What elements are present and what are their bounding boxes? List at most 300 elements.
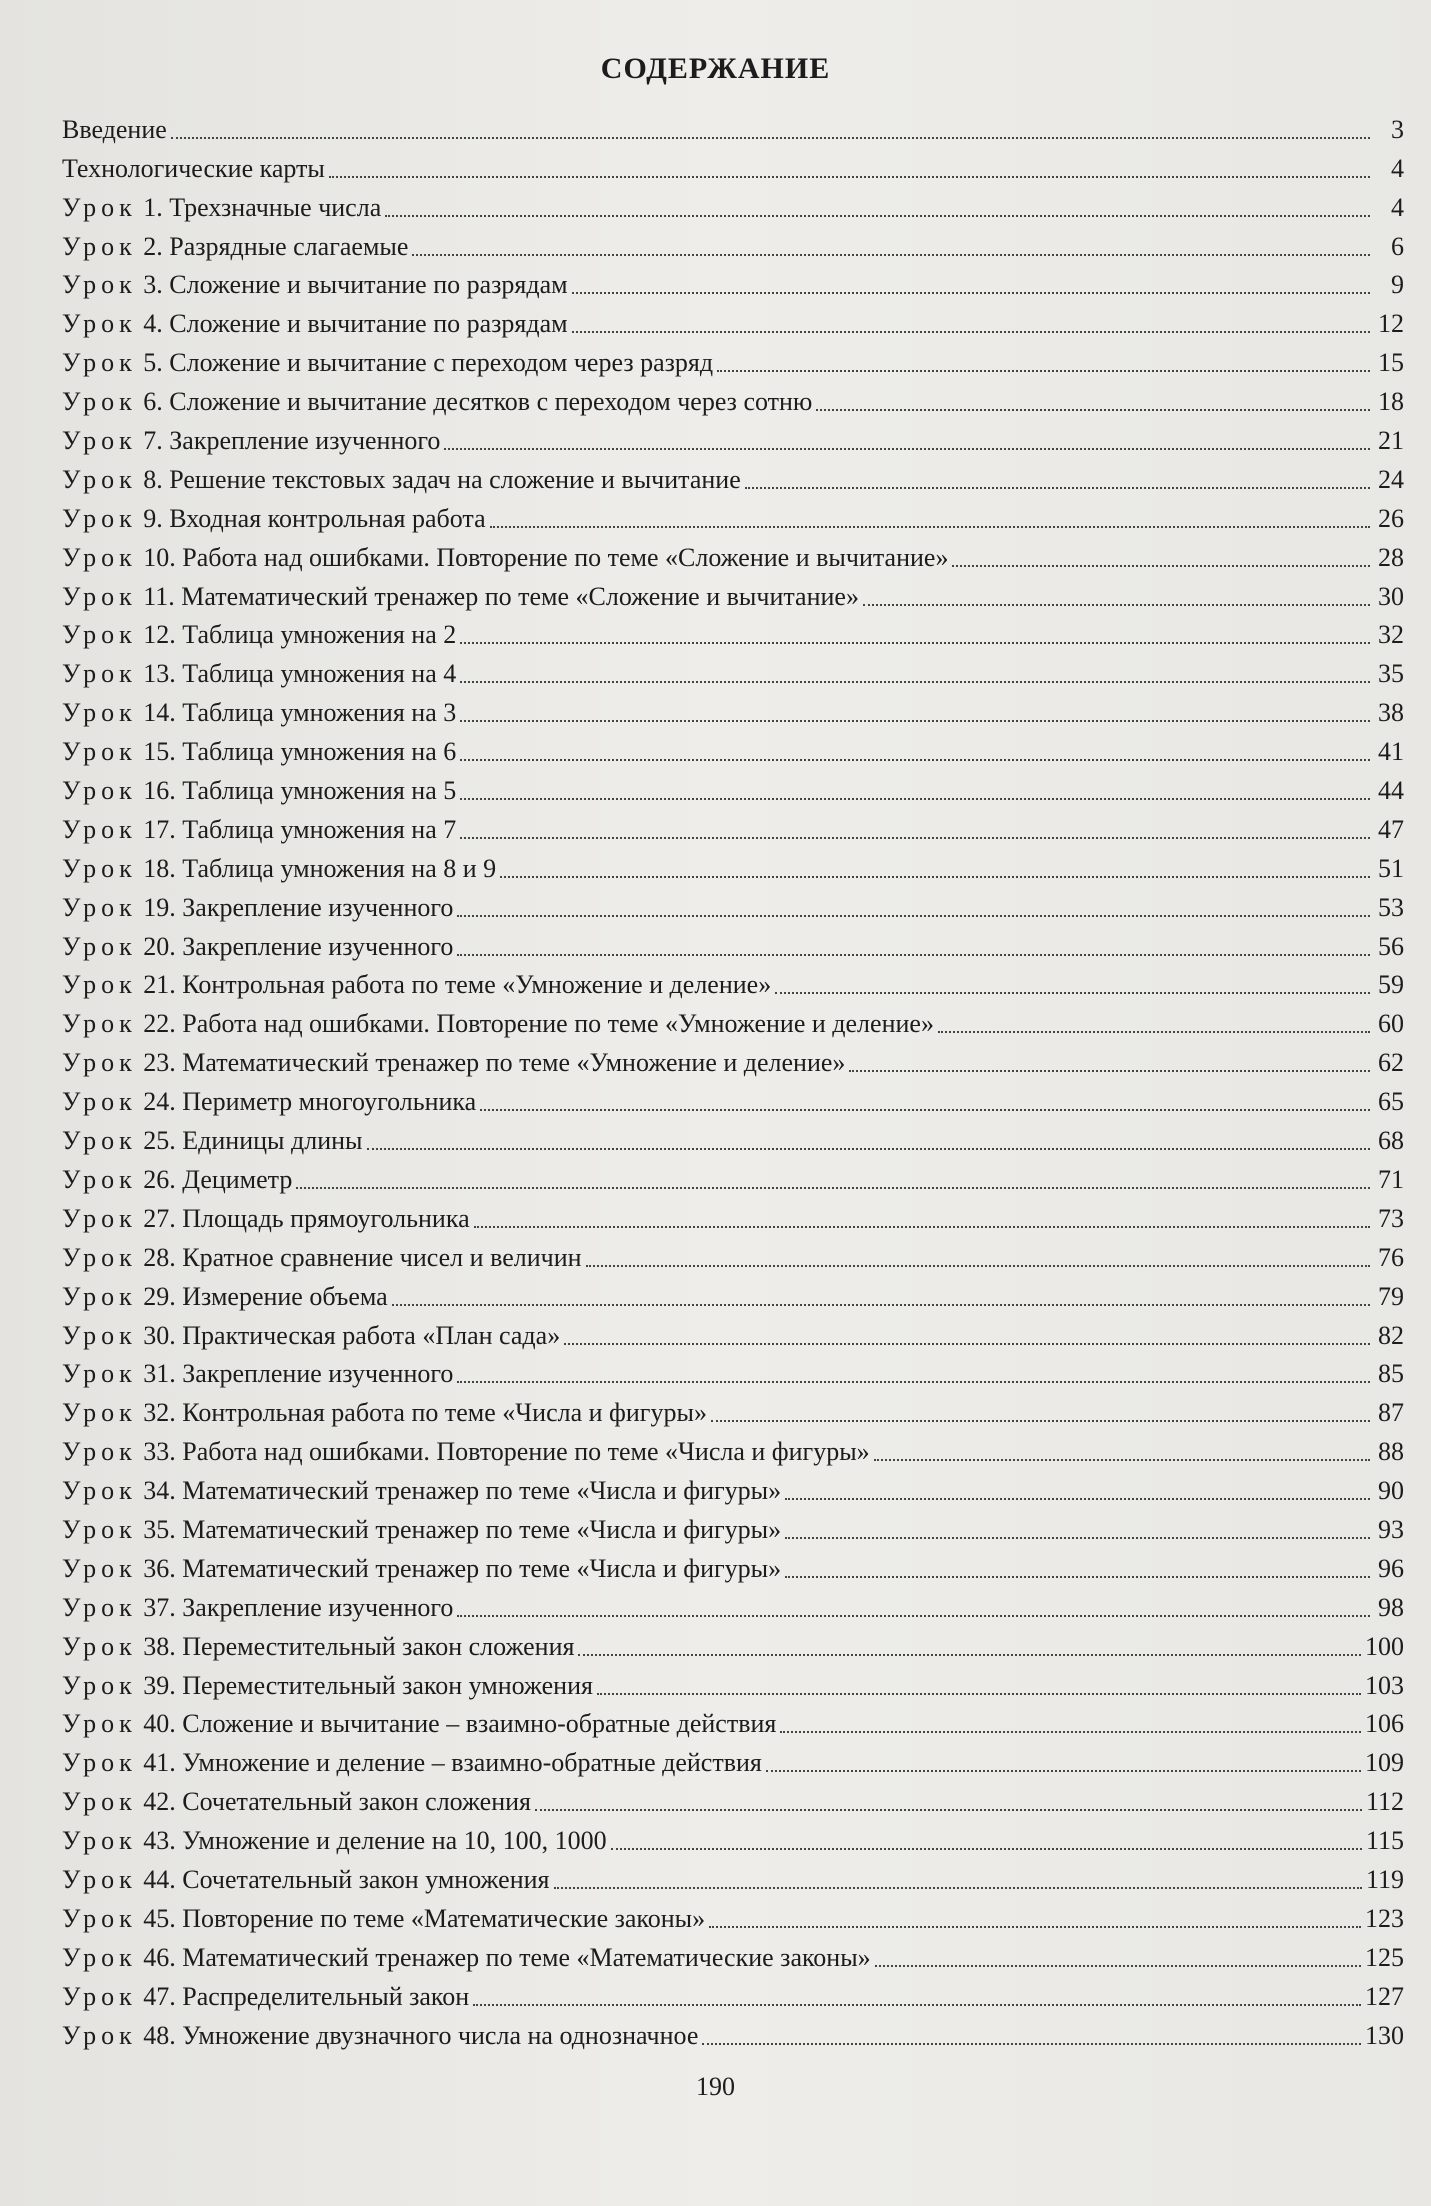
dot-leader [711,1418,1370,1422]
toc-entry-prefix: Урок [62,970,137,1000]
toc-entry-prefix: Урок [62,348,137,378]
toc-entry-prefix: Урок [62,503,137,533]
toc-entry-page: 6 [1391,231,1404,261]
dot-leader [460,679,1370,683]
dot-leader [535,1807,1362,1811]
dot-leader [785,1496,1370,1500]
toc-entry-prefix: Урок [62,1942,137,1972]
toc-entry-label [62,154,325,184]
dot-leader [296,1185,1370,1189]
toc-entry-page: 4 [1391,192,1404,222]
toc-entry-label [62,1671,593,1701]
toc-entry-prefix: Урок [62,231,137,261]
toc-entry-prefix: Урок [62,426,137,456]
toc-entry-prefix: Урок [62,1320,137,1350]
toc-entry-page: 112 [1365,1787,1404,1817]
toc-entry-prefix: Урок [62,1398,137,1428]
toc-entry-title: 44. Сочетательный закон умножения [143,1864,550,1894]
toc-entry [62,884,1404,923]
toc-entry-page: 88 [1378,1437,1404,1467]
toc-entry-page: 130 [1365,2020,1404,2050]
dot-leader [392,1302,1370,1306]
dot-leader [952,563,1370,567]
toc-entry-title: 21. Контрольная работа по теме «Умножение и деление» [143,970,772,1000]
toc-entry-prefix: Урок [62,1748,137,1778]
dot-leader [709,1924,1361,1928]
toc-entry-title: 37. Закрепление изученного [143,1592,454,1622]
dot-leader [780,1729,1361,1733]
toc-entry-label [62,1437,870,1467]
toc-entry-page: 125 [1365,1942,1404,1972]
dot-leader [564,1341,1370,1345]
toc-entry-prefix: Урок [62,2020,137,2050]
toc-entry [62,1234,1404,1273]
toc-entry-prefix: Урок [62,931,137,961]
toc-entry-label [62,1632,574,1662]
toc-entry-page: 76 [1378,1242,1404,1272]
toc-entry-title: 22. Работа над ошибками. Повторение по теме «Умножение и деление» [143,1009,934,1039]
toc-entry-label [62,1515,781,1545]
toc-entry-title: 18. Таблица умножения на 8 и 9 [143,853,497,883]
toc-entry-title: 28. Кратное сравнение чисел и величин [143,1242,582,1272]
toc-entry-title: 34. Математический тренажер по теме «Числа и фигуры» [143,1476,782,1506]
toc-entry [62,223,1404,262]
toc-entry-label [62,1165,292,1195]
toc-entry-prefix: Урок [62,1631,137,1661]
toc-entry [62,1662,1404,1701]
toc-entry-page: 82 [1378,1320,1404,1350]
toc-entry-label [62,348,713,378]
toc-entry-label [62,932,453,962]
toc-entry-title: 32. Контрольная работа по теме «Числа и фигуры» [143,1398,707,1428]
toc-entry-title: 10. Работа над ошибками. Повторение по теме «Сложение и вычитание» [143,542,949,572]
toc-entry-label [62,1359,453,1389]
toc-entry-label [62,970,771,1000]
toc-entry-title: 25. Единицы длины [143,1126,363,1156]
toc-entry-label [62,193,381,223]
toc-entry-title: 27. Площадь прямоугольника [143,1203,470,1233]
toc-entry-label [62,1321,560,1351]
toc-entry-page: 4 [1391,153,1404,183]
dot-leader [766,1768,1361,1772]
toc-entry-label [62,1554,781,1584]
dot-leader [460,718,1370,722]
toc-entry [62,2012,1404,2051]
toc-entry [62,1739,1404,1778]
toc-entry-title: 41. Умножение и деление – взаимно-обратные действия [143,1748,762,1778]
toc-entry-label [62,1593,453,1623]
toc-entry [62,767,1404,806]
toc-entry-title: 5. Сложение и вычитание с переходом через разряд [143,348,714,378]
toc-entry-title: 47. Распределительный закон [143,1981,470,2011]
toc-entry-page: 85 [1378,1359,1404,1389]
dot-leader [444,446,1370,450]
toc-entry-page: 38 [1378,698,1404,728]
toc-entry-page: 93 [1378,1514,1404,1544]
toc-entry-prefix: Урок [62,814,137,844]
toc-entry-label [62,1476,781,1506]
dot-leader [597,1691,1361,1695]
toc-entry [62,417,1404,456]
toc-entry-label [62,1826,607,1856]
toc-entry-prefix: Урок [62,1787,137,1817]
toc-entry-prefix: Урок [62,1709,137,1739]
toc-entry-title: 13. Таблица умножения на 4 [143,659,457,689]
toc-entry-prefix: Урок [62,698,137,728]
toc-entry-label [62,776,456,806]
toc-entry-page: 109 [1365,1748,1404,1778]
toc-entry-label [62,1709,776,1739]
toc-entry-title: 11. Математический тренажер по теме «Сложение и вычитание» [143,581,859,611]
toc-entry-page: 71 [1378,1164,1404,1194]
dot-leader [785,1535,1370,1539]
toc-entry [62,1351,1404,1390]
toc-entry-title: Технологические карты [62,153,325,183]
toc-entry-label [62,1204,470,1234]
toc-entry [62,300,1404,339]
toc-entry-page: 62 [1378,1048,1404,1078]
toc-entry-label [62,659,456,689]
toc-entry [62,1895,1404,1934]
dot-leader [490,524,1370,528]
toc-entry-page: 119 [1365,1864,1404,1894]
toc-entry-title: 33. Работа над ошибками. Повторение по теме «Числа и фигуры» [143,1437,870,1467]
toc-entry-title: 20. Закрепление изученного [143,931,454,961]
toc-entry [62,1545,1404,1584]
toc-entry-page: 59 [1378,970,1404,1000]
dot-leader [500,874,1370,878]
toc-entry-prefix: Урок [62,1009,137,1039]
toc-entry [62,1039,1404,1078]
toc-entry-prefix: Урок [62,1903,137,1933]
dot-leader [460,835,1370,839]
dot-leader [457,952,1370,956]
dot-leader [775,990,1370,994]
toc-entry-prefix: Урок [62,1826,137,1856]
toc-entry-prefix: Урок [62,581,137,611]
toc-entry-page: 100 [1365,1631,1404,1661]
toc-entry-page: 123 [1365,1903,1404,1933]
toc-entry-page: 30 [1378,581,1404,611]
toc-entry-label [62,1787,531,1817]
dot-leader [863,602,1370,606]
toc-entry [62,650,1404,689]
toc-entry [62,923,1404,962]
toc-entry [62,1389,1404,1428]
toc-entry-title: 16. Таблица умножения на 5 [143,776,457,806]
toc-entry-label [62,465,741,495]
toc-entry-prefix: Урок [62,1670,137,1700]
toc-entry-page: 35 [1378,659,1404,689]
dot-leader [554,1885,1362,1889]
toc-entry-page: 44 [1378,776,1404,806]
dot-leader [473,2002,1361,2006]
dot-leader [611,1846,1362,1850]
toc-entry [62,1195,1404,1234]
toc-entry-title: 42. Сочетательный закон сложения [143,1787,531,1817]
dot-leader [457,913,1370,917]
toc-entry-title: 6. Сложение и вычитание десятков с переходом через сотню [143,387,813,417]
toc-entry-page: 9 [1391,270,1404,300]
toc-entry-title: 40. Сложение и вычитание – взаимно-обратные действия [143,1709,777,1739]
toc-entry-page: 28 [1378,542,1404,572]
toc-entry-title: 17. Таблица умножения на 7 [143,814,457,844]
toc-entry-label [62,1904,705,1934]
dot-leader [385,213,1370,217]
toc-entry-label [62,1865,550,1895]
toc-entry-label [62,543,948,573]
toc-entry-label [62,309,568,339]
toc-entry-prefix: Урок [62,1359,137,1389]
dot-leader [572,290,1370,294]
toc-entry-page: 115 [1365,1826,1404,1856]
toc-entry [62,573,1404,612]
toc-entry-label [62,1748,762,1778]
toc-entry-prefix: Урок [62,542,137,572]
toc-entry-label [62,582,859,612]
toc-entry-label [62,1087,476,1117]
toc-entry [62,339,1404,378]
toc-entry-page: 87 [1378,1398,1404,1428]
toc-entry [62,1000,1404,1039]
toc-entry [62,689,1404,728]
toc-entry-page: 24 [1378,464,1404,494]
toc-entry-label [62,1982,469,2012]
toc-entry [62,1623,1404,1662]
toc-entry-page: 90 [1378,1476,1404,1506]
toc-entry-page: 65 [1378,1087,1404,1117]
toc-entry-prefix: Урок [62,1864,137,1894]
toc-entry-prefix: Урок [62,737,137,767]
toc-entry [62,1856,1404,1895]
toc-entry [62,1778,1404,1817]
toc-entry-page: 26 [1378,503,1404,533]
toc-entry-title: 7. Закрепление изученного [143,426,441,456]
dot-leader [367,1146,1370,1150]
toc-entry-prefix: Урок [62,776,137,806]
toc-entry-page: 103 [1365,1670,1404,1700]
toc-entry-title: 1. Трехзначные числа [143,192,382,222]
toc-entry-label [62,1048,845,1078]
toc-entry-prefix: Урок [62,1203,137,1233]
toc-entry [62,1428,1404,1467]
toc-entry-title: 23. Математический тренажер по теме «Умножение и деление» [143,1048,846,1078]
toc-entry-title: 15. Таблица умножения на 6 [143,737,457,767]
toc-entry-label [62,1126,363,1156]
toc-entry-page: 53 [1378,892,1404,922]
toc-entry-label [62,115,167,145]
toc-entry [62,495,1404,534]
dot-leader [578,1652,1361,1656]
toc-entry [62,1273,1404,1312]
toc-entry-label [62,854,496,884]
toc-entry [62,1117,1404,1156]
dot-leader [875,1963,1361,1967]
dot-leader [874,1457,1370,1461]
toc-entry [62,845,1404,884]
table-of-contents [62,106,1404,2051]
toc-entry-title: 46. Математический тренажер по теме «Математические законы» [143,1942,871,1972]
toc-entry-title: 36. Математический тренажер по теме «Числа и фигуры» [143,1553,782,1583]
toc-entry [62,456,1404,495]
toc-entry-prefix: Урок [62,192,137,222]
toc-entry-prefix: Урок [62,464,137,494]
toc-entry-title: 2. Разрядные слагаемые [143,231,409,261]
toc-entry-page: 98 [1378,1592,1404,1622]
page-title: СОДЕРЖАНИЕ [600,52,831,85]
dot-leader [586,1263,1370,1267]
dot-leader [460,640,1370,644]
dot-leader [460,757,1370,761]
toc-entry-page: 96 [1378,1553,1404,1583]
toc-entry-prefix: Урок [62,1437,137,1467]
toc-entry-title: 30. Практическая работа «План сада» [143,1320,561,1350]
toc-entry [62,184,1404,223]
toc-entry [62,1467,1404,1506]
toc-entry-prefix: Урок [62,270,137,300]
toc-entry-label [62,387,812,417]
dot-leader [717,368,1370,372]
toc-entry-prefix: Урок [62,1476,137,1506]
toc-entry-title: 29. Измерение объема [143,1281,388,1311]
toc-entry-title: 8. Решение текстовых задач на сложение и вычитание [143,464,741,494]
dot-leader [938,1029,1370,1033]
toc-entry-prefix: Урок [62,1164,137,1194]
toc-entry-label [62,1243,582,1273]
toc-entry-page: 32 [1378,620,1404,650]
toc-entry-prefix: Урок [62,1281,137,1311]
toc-entry-page: 79 [1378,1281,1404,1311]
dot-leader [412,252,1370,256]
toc-entry-prefix: Урок [62,1553,137,1583]
toc-entry [62,1973,1404,2012]
dot-leader [785,1574,1370,1578]
toc-entry-page: 51 [1378,853,1404,883]
dot-leader [460,796,1370,800]
dot-leader [745,485,1370,489]
toc-entry-prefix: Урок [62,1981,137,2011]
toc-entry [62,1156,1404,1195]
toc-entry [62,1506,1404,1545]
toc-entry-page: 41 [1378,737,1404,767]
toc-entry-label [62,1282,388,1312]
toc-entry-title: 3. Сложение и вычитание по разрядам [143,270,568,300]
toc-entry-prefix: Урок [62,892,137,922]
toc-entry-prefix: Урок [62,620,137,650]
toc-entry-label [62,698,456,728]
toc-entry-prefix: Урок [62,1087,137,1117]
dot-leader [457,1379,1370,1383]
dot-leader [457,1613,1370,1617]
toc-entry-title: 45. Повторение по теме «Математические законы» [143,1903,706,1933]
toc-entry [62,1078,1404,1117]
toc-entry-label [62,1943,871,1973]
toc-entry-page: 15 [1378,348,1404,378]
toc-entry-label [62,270,568,300]
toc-entry-label [62,815,456,845]
toc-entry [62,1817,1404,1856]
toc-entry-label [62,2021,698,2051]
toc-entry-page: 127 [1365,1981,1404,2011]
dot-leader [171,135,1370,139]
toc-entry [62,962,1404,1001]
toc-entry-prefix: Урок [62,659,137,689]
toc-entry-prefix: Урок [62,1048,137,1078]
toc-entry-label [62,1398,707,1428]
toc-entry-title: 35. Математический тренажер по теме «Числа и фигуры» [143,1514,782,1544]
toc-entry-prefix: Урок [62,309,137,339]
toc-entry-title: 39. Переместительный закон умножения [143,1670,593,1700]
toc-entry-title: Введение [62,114,167,144]
dot-leader [702,2041,1361,2045]
toc-entry [62,378,1404,417]
dot-leader [329,174,1370,178]
toc-entry-prefix: Урок [62,1126,137,1156]
toc-entry [62,1584,1404,1623]
toc-entry-title: 4. Сложение и вычитание по разрядам [143,309,568,339]
toc-entry-title: 19. Закрепление изученного [143,892,454,922]
toc-entry-page: 21 [1378,426,1404,456]
toc-entry-page: 106 [1365,1709,1404,1739]
toc-entry-title: 14. Таблица умножения на 3 [143,698,457,728]
dot-leader [572,329,1370,333]
toc-entry-page: 47 [1378,814,1404,844]
toc-entry [62,1312,1404,1351]
toc-entry-label [62,620,456,650]
toc-entry-title: 38. Переместительный закон сложения [143,1631,575,1661]
toc-entry [62,262,1404,301]
toc-entry-page: 73 [1378,1203,1404,1233]
toc-entry [62,534,1404,573]
dot-leader [474,1224,1370,1228]
toc-entry-page: 68 [1378,1126,1404,1156]
toc-entry-prefix: Урок [62,1514,137,1544]
toc-entry-title: 43. Умножение и деление на 10, 100, 1000 [143,1826,607,1856]
toc-entry-prefix: Урок [62,1242,137,1272]
toc-entry [62,106,1404,145]
toc-entry-prefix: Урок [62,853,137,883]
dot-leader [816,407,1370,411]
toc-entry-page: 56 [1378,931,1404,961]
toc-entry-title: 31. Закрепление изученного [143,1359,454,1389]
toc-entry [62,1701,1404,1740]
toc-entry [62,1934,1404,1973]
page-number: 190 [696,2072,735,2101]
toc-entry [62,806,1404,845]
toc-entry [62,612,1404,651]
toc-entry-page: 3 [1391,114,1404,144]
toc-entry-label [62,737,456,767]
toc-entry-title: 24. Периметр многоугольника [143,1087,477,1117]
toc-entry-label [62,1009,934,1039]
toc-entry-title: 12. Таблица умножения на 2 [143,620,457,650]
toc-entry-title: 26. Дециметр [143,1164,293,1194]
toc-entry-page: 18 [1378,387,1404,417]
toc-entry [62,145,1404,184]
toc-entry-label [62,232,408,262]
toc-entry-label [62,504,486,534]
toc-entry-prefix: Урок [62,387,137,417]
toc-entry-title: 48. Умножение двузначного числа на однозначное [143,2020,699,2050]
dot-leader [849,1068,1370,1072]
toc-entry-page: 12 [1378,309,1404,339]
toc-entry [62,728,1404,767]
toc-entry-label [62,893,453,923]
toc-entry-label [62,426,440,456]
toc-entry-prefix: Урок [62,1592,137,1622]
toc-entry-title: 9. Входная контрольная работа [143,503,486,533]
toc-entry-page: 60 [1378,1009,1404,1039]
